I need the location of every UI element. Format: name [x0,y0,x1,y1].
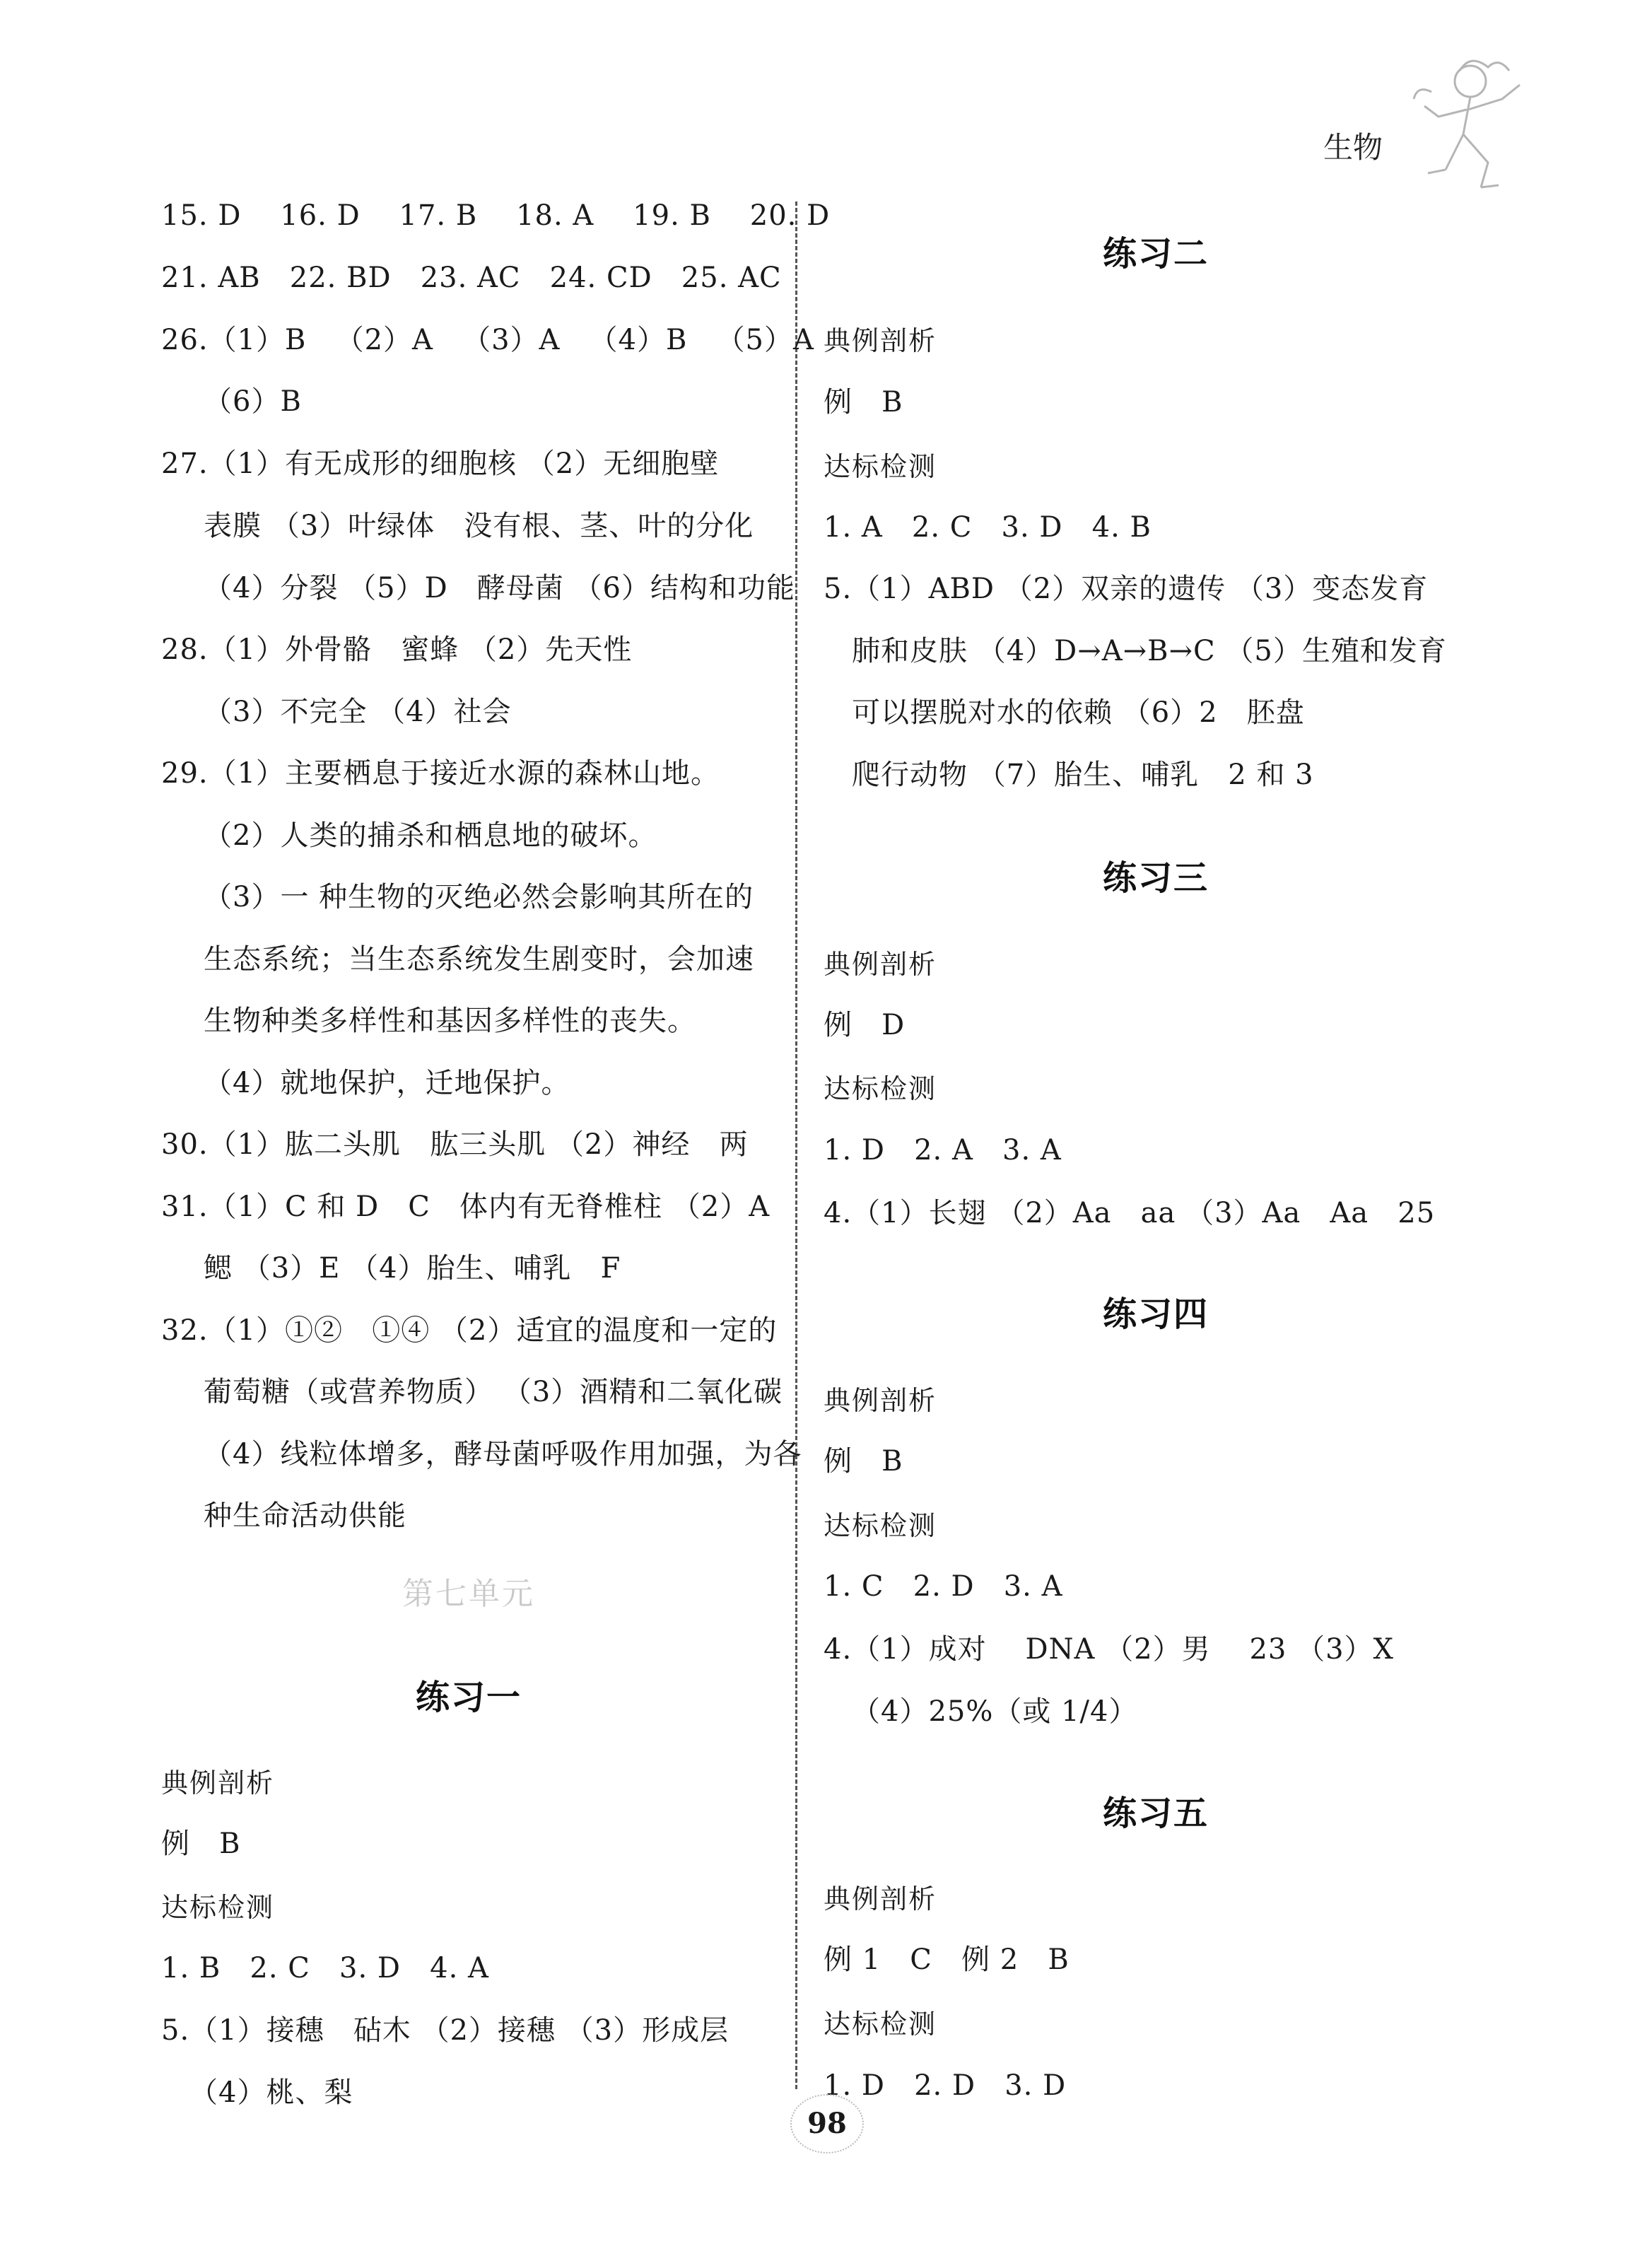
subject-label: 生物 [1323,130,1383,165]
answer-line: 鳃 （3）E （4）胎生、哺乳 F [204,1252,621,1285]
section-label: 典例剖析 [824,1385,937,1416]
example-answer: 例 D [824,1009,906,1041]
answer-line: （4）分裂 （5）D 酵母菌 （6）结构和功能 [204,572,795,604]
section-label: 达标检测 [824,1073,937,1104]
answer-line: 葡萄糖（或营养物质） （3）酒精和二氧化碳 [204,1376,783,1408]
answer-line: （6）B [204,385,302,418]
section-title: 练习五 [1102,1794,1209,1833]
answer-line: 1. D 2. D 3. D [824,2069,1067,2102]
answer-line: 30.（1）肱二头肌 肱三头肌 （2）神经 两 [161,1128,749,1161]
answer-line: 4.（1）长翅 （2）Aa aa （3）Aa Aa 25 [824,1197,1436,1229]
page-number: 98 [807,2107,847,2140]
answer-line: 1. A 2. C 3. D 4. B [824,511,1152,544]
answer-line: 29.（1）主要栖息于接近水源的森林山地。 [161,757,720,790]
section-label: 典例剖析 [824,1883,937,1915]
answer-line: （4）25%（或 1/4） [852,1695,1138,1728]
answer-line: （2）人类的捕杀和栖息地的破坏。 [204,819,657,852]
example-answer: 例 B [824,1445,903,1478]
answer-line: 5.（1）ABD （2）双亲的遗传 （3）变态发育 [824,573,1429,605]
unit-title: 第七单元 [402,1576,535,1612]
answer-line: （3）一 种生物的灭绝必然会影响其所在的 [204,881,754,913]
column-divider [795,201,797,2089]
answer-line: 生物种类多样性和基因多样性的丧失。 [204,1005,696,1037]
section-label: 达标检测 [824,451,937,482]
answer-line: （4）桃、梨 [189,2076,353,2109]
answer-line: 5.（1）接穗 砧木 （2）接穗 （3）形成层 [161,2014,730,2047]
running-figure-sketch-icon [1403,49,1530,191]
answer-line: （3）不完全 （4）社会 [204,696,512,728]
example-answer: 例 B [161,1828,241,1860]
answer-line: （4）就地保护，迁地保护。 [204,1067,570,1099]
section-label: 典例剖析 [824,325,937,356]
answer-line: （4）线粒体增多，酵母菌呼吸作用加强，为各 [204,1438,802,1471]
section-label: 达标检测 [824,1510,937,1541]
answer-line: 1. D 2. A 3. A [824,1134,1062,1167]
answer-line: 表膜 （3）叶绿体 没有根、茎、叶的分化 [204,510,754,542]
section-label: 典例剖析 [824,949,937,980]
answer-line: 15. D 16. D 17. B 18. A 19. B 20. D [161,199,831,232]
section-label: 达标检测 [824,2009,937,2040]
section-title: 练习四 [1102,1294,1209,1334]
answer-line: 种生命活动供能 [204,1500,406,1532]
answer-line: 21. AB 22. BD 23. AC 24. CD 25. AC [161,262,782,294]
answer-line: 31.（1）C 和 D C 体内有无脊椎柱 （2）A [161,1191,771,1223]
section-title: 练习三 [1102,858,1209,898]
section-title: 练习一 [415,1678,522,1717]
answer-line: 1. B 2. C 3. D 4. A [161,1952,489,1984]
example-answer: 例 B [824,386,903,419]
answer-line: 28.（1）外骨骼 蜜蜂 （2）先天性 [161,633,633,666]
answer-line: 1. C 2. D 3. A [824,1570,1063,1603]
section-label: 典例剖析 [161,1767,275,1799]
answer-line: 爬行动物 （7）胎生、哺乳 2 和 3 [852,759,1314,791]
answer-line: 26.（1）B （2）A （3）A （4）B （5）A [161,324,814,356]
example-answer: 例 1 C 例 2 B [824,1943,1070,1976]
answer-line: 27.（1）有无成形的细胞核 （2）无细胞壁 [161,448,720,480]
section-label: 达标检测 [161,1892,275,1923]
answer-line: 肺和皮肤 （4）D→A→B→C （5）生殖和发育 [852,635,1447,667]
answer-line: 生态系统；当生态系统发生剧变时，会加速 [204,943,754,976]
answer-line: 可以摆脱对水的依赖 （6）2 胚盘 [852,696,1305,729]
section-title: 练习二 [1102,234,1209,274]
answer-line: 4.（1）成对 DNA （2）男 23 （3）X [824,1633,1394,1666]
answer-line: 32.（1）①② ①④ （2）适宜的温度和一定的 [161,1314,778,1347]
